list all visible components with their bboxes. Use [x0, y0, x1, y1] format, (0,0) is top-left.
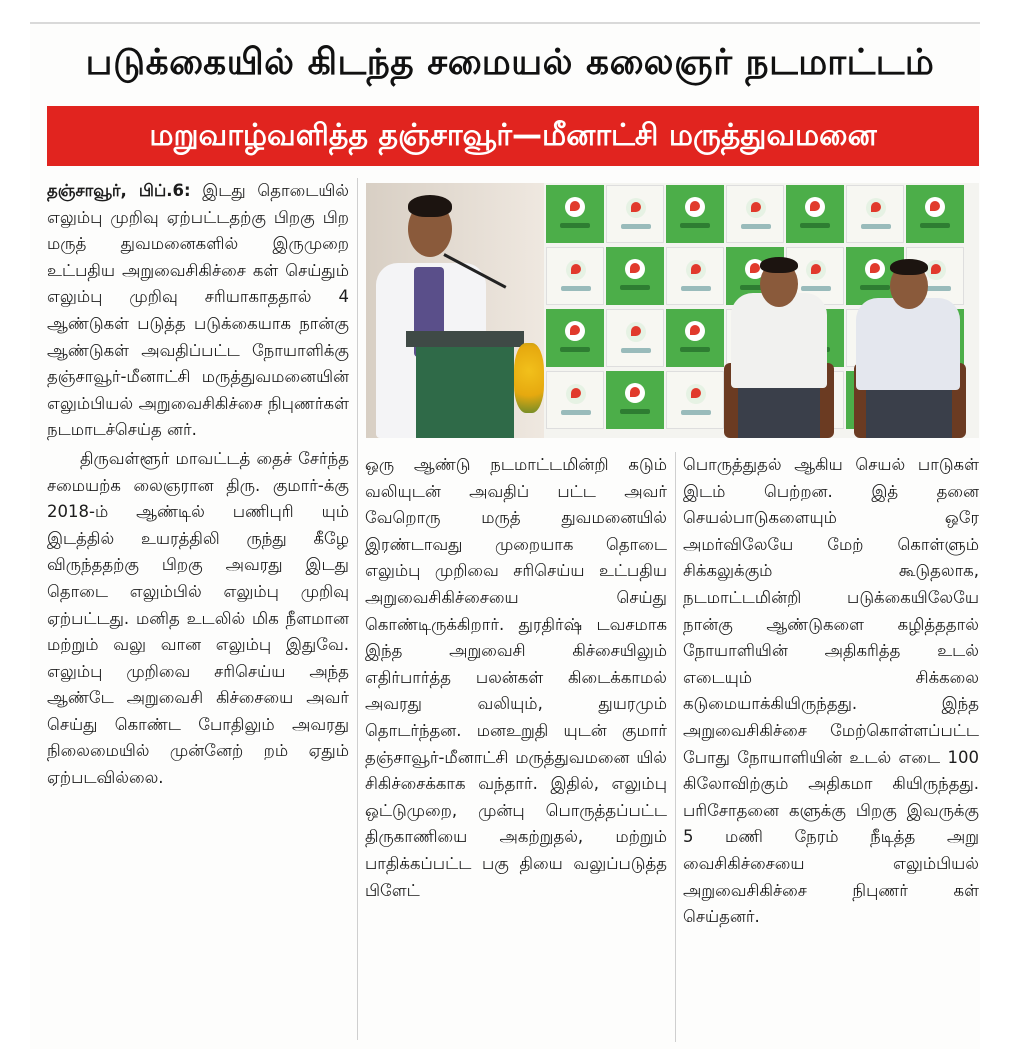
speaker-hair	[408, 195, 452, 217]
press-conference-photo	[366, 183, 979, 438]
guest-hair	[760, 257, 798, 273]
dateline: தஞ்சாவூர், பிப்.6:	[47, 181, 191, 200]
backdrop-logo-tile	[606, 247, 664, 305]
backdrop-text-tile	[666, 247, 724, 305]
backdrop-logo-tile	[606, 371, 664, 429]
guest-shirt	[856, 298, 960, 390]
backdrop-logo-tile	[546, 309, 604, 367]
guest-legs	[866, 390, 952, 438]
article-column-2	[365, 452, 667, 1042]
guest-legs	[738, 388, 820, 438]
article-column-3	[683, 452, 979, 1042]
backdrop-logo-tile	[666, 185, 724, 243]
backdrop-text-tile	[726, 185, 784, 243]
backdrop-text-tile	[606, 185, 664, 243]
podium	[406, 331, 524, 438]
article-subheadline: மறுவாழ்வளித்த தஞ்சாவூர்—மீனாட்சி மருத்துவமனை	[149, 118, 877, 153]
flower-arrangement	[514, 343, 544, 413]
column-divider	[357, 178, 358, 1040]
article-headline: படுக்கையில் கிடந்த சமையல் கலைஞர் நடமாட்டம்	[85, 42, 935, 83]
article-paragraph: திருவள்ளூர் மாவட்டத் தைச் சேர்ந்த சமையற்க லைஞரான திரு. குமார்-க்கு 2018-ம் ஆண்டில் பணிபுரி யும் இடத்தில் உயரத்திலி ருந்து கீழே விருந்ததற்கு பிறகு அவரது இடது தொடை எலும்பில் எலும்பு முறிவு ஏற்பட்டது. மனித உடலில் மிக நீளமான மற்றும் வலு வான எலும்பு இதுவே. எலும்பு முறிவை சரிசெய்ய அந்த ஆண்டே அறுவைசி கிச்சையை அவர் செய்து கொண்ட போதிலும் அவரது நிலைமையில் முன்னேற் றம் ஏதும் ஏற்படவில்லை.	[47, 448, 349, 788]
paragraph-text: இடது தொடையில் எலும்பு முறிவு ஏற்பட்டதற்கு பிறகு பிற மருத் துவமனைகளில் இருமுறை உட்பதிய அறுவைசிகிச்சை கள் செய்தும் எலும்பு முறிவு சரியாகாததால் 4 ஆண்டுகள் படுத்த படுக்கையாக நான்கு ஆண்டுகள் அவதிப்பட்ட நோயாளிக்கு தஞ்சாவூர்-மீனாட்சி மருத்துவமனையின் எலும்பியல் அறுவைசிகிச்சை நிபுணர்கள் நடமாடச்செய்த னர்.	[47, 181, 349, 440]
guest-hair	[890, 259, 928, 275]
backdrop-text-tile	[546, 371, 604, 429]
article-paragraph: ஒரு ஆண்டு நடமாட்டமின்றி கடும் வலியுடன் அவதிப் பட்ட அவர் வேறொரு மருத் துவமனையில் இரண்டாவது முறையாக தொடை எலும்பு முறிவை சரிசெய்ய உட்பதிய அறுவைசிகிச்சையை செய்து கொண்டிருக்கிறார். துரதிர்ஷ் டவசமாக இந்த அறுவைசி கிச்சையிலும் எதிர்பார்த்த பலன்கள் கிடைக்காமல் அவரது வலியும், துயரமும் தொடர்ந்தன. மனஉறுதி யுடன் குமார் தஞ்சாவூர்-மீனாட்சி மருத்துவமனை யில் சிகிச்சைக்காக வந்தார். இதில், எலும்பு ஒட்டுமுறை, முன்பு பொருத்தப்பட்ட திருகாணியை அகற்றுதல், மற்றும் பாதிக்கப்பட்ட பகு தியை வலுப்படுத்த பிளேட்	[365, 455, 667, 900]
article-paragraph: பொருத்துதல் ஆகிய செயல் பாடுகள் இடம் பெற்றன. இத் தனை செயல்பாடுகளையும் ஒரே அமர்விலேயே மேற் கொள்ளும் சிக்கலுக்கும் கூடுதலாக, நடமாட்டமின்றி படுக்கையிலேயே நான்கு ஆண்டுகளை கழித்ததால் நோயாளியின் அதிகரித்த உடல் எடையும் சிக்கலை கடுமையாக்கியிருந்தது. இந்த அறுவைசிகிச்சை மேற்கொள்ளப்பட்ட போது நோயாளியின் உடல் எடை 100 கிலோவிற்கும் அதிகமா கியிருந்தது. பரிசோதனை களுக்கு பிறகு இவருக்கு 5 மணி நேரம் நீடித்த அறு வைசிகிச்சையை எலும்பியல் அறுவைசிகிச்சை நிபுணர் கள் செய்தனர்.	[683, 455, 979, 927]
backdrop-logo-tile	[666, 309, 724, 367]
backdrop-logo-tile	[546, 185, 604, 243]
backdrop-text-tile	[546, 247, 604, 305]
article-column-1	[47, 178, 349, 1038]
backdrop-logo-tile	[786, 185, 844, 243]
backdrop-text-tile	[846, 185, 904, 243]
article-paragraph	[47, 178, 349, 444]
column-divider	[675, 452, 676, 1042]
backdrop-text-tile	[666, 371, 724, 429]
backdrop-text-tile	[606, 309, 664, 367]
guest-shirt	[731, 293, 827, 388]
backdrop-logo-tile	[906, 185, 964, 243]
subheadline-banner	[47, 106, 979, 166]
